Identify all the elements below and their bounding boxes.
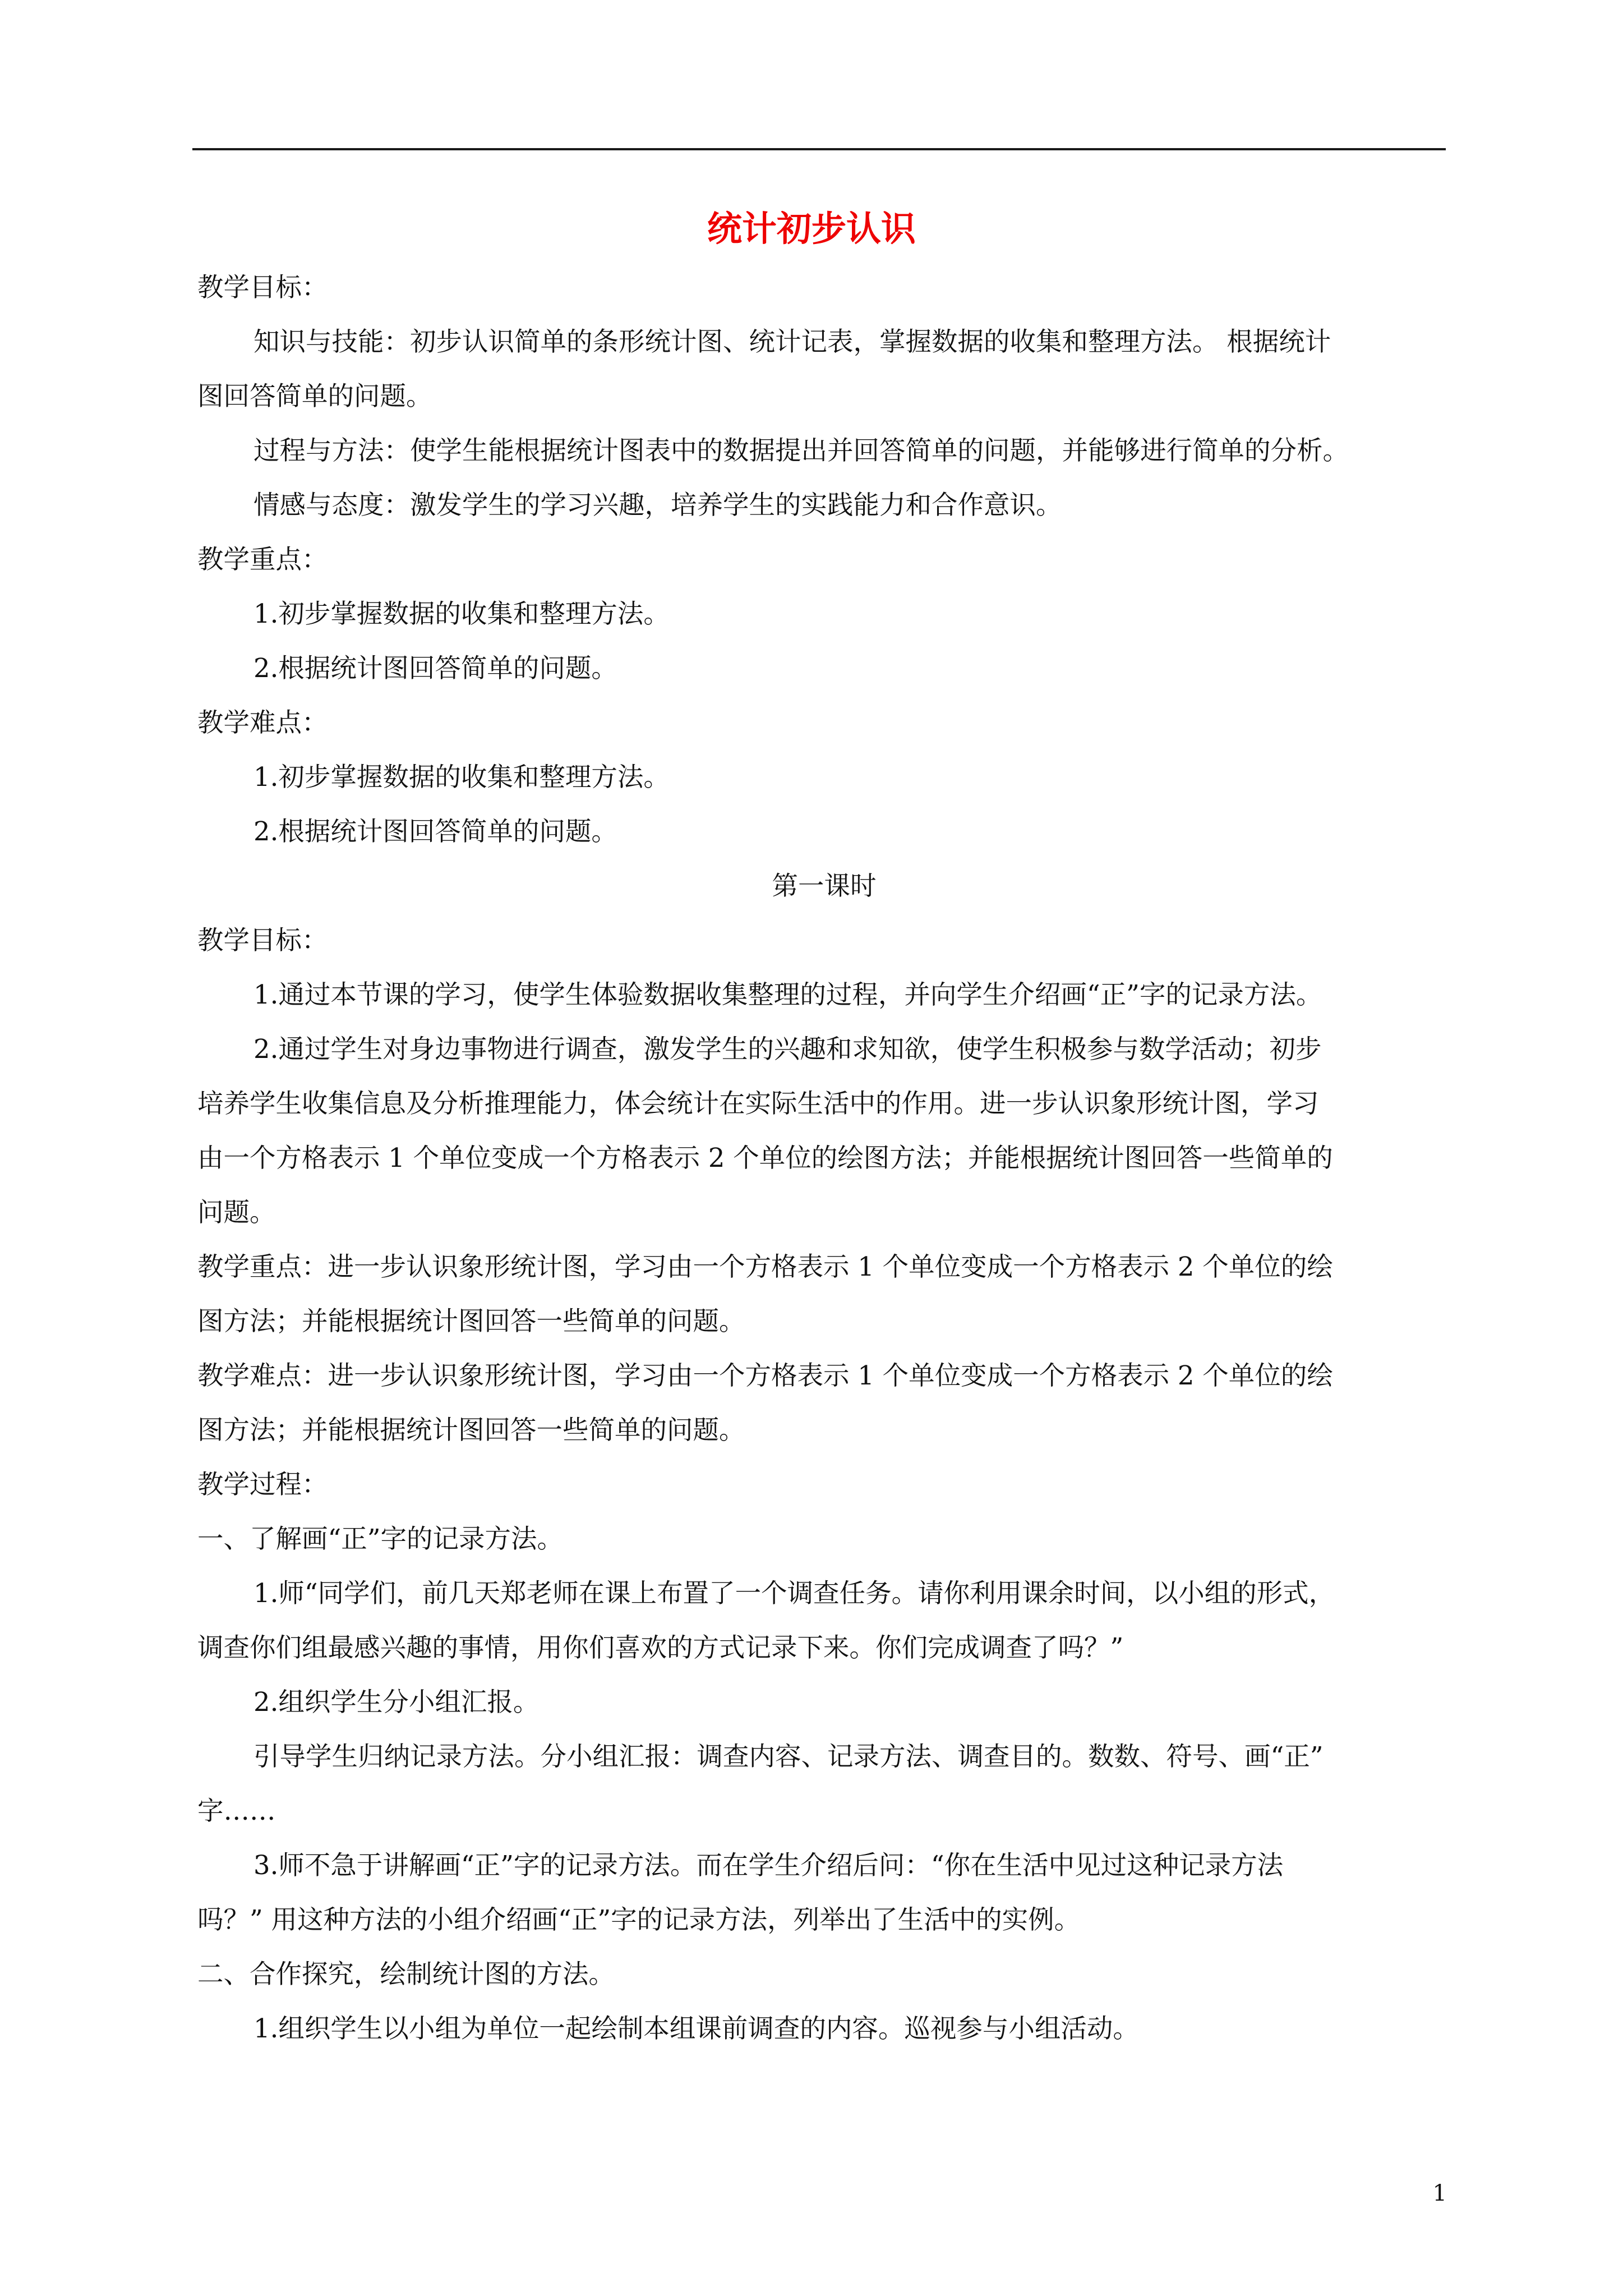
text-line: 知识与技能：初步认识简单的条形统计图、统计记表，掌握数据的收集和整理方法。 根据统计: [253, 326, 1331, 357]
text-line: 2.根据统计图回答简单的问题。: [253, 816, 617, 846]
text-line: 图方法；并能根据统计图回答一些简单的问题。: [197, 1415, 745, 1445]
text-line: 一、了解画“正”字的记录方法。: [197, 1524, 564, 1554]
page-title: 统计初步认识: [707, 208, 916, 249]
page-number: 1: [1432, 2180, 1447, 2206]
text-line: 图回答简单的问题。: [197, 381, 432, 411]
text-line: 2.根据统计图回答简单的问题。: [253, 653, 617, 683]
text-line: 图方法；并能根据统计图回答一些简单的问题。: [197, 1306, 745, 1336]
text-line: 教学过程：: [197, 1469, 328, 1499]
text-line: 过程与方法：使学生能根据统计图表中的数据提出并回答简单的问题，并能够进行简单的分析。: [253, 435, 1349, 466]
text-line: 1.组织学生以小组为单位一起绘制本组课前调查的内容。巡视参与小组活动。: [253, 2013, 1139, 2044]
text-line: 1.初步掌握数据的收集和整理方法。: [253, 762, 670, 792]
text-line: 教学难点：: [197, 707, 328, 738]
text-line: 1.初步掌握数据的收集和整理方法。: [253, 599, 670, 629]
section-heading: 第一课时: [772, 871, 877, 901]
text-line: 培养学生收集信息及分析推理能力，体会统计在实际生活中的作用。进一步认识象形统计图，学习: [197, 1088, 1319, 1119]
text-line: 问题。: [197, 1197, 276, 1227]
text-line: 由一个方格表示 1 个单位变成一个方格表示 2 个单位的绘图方法；并能根据统计图回答一些简单的: [197, 1143, 1333, 1173]
text-line: 教学目标：: [197, 272, 328, 302]
text-line: 情感与态度：激发学生的学习兴趣，培养学生的实践能力和合作意识。: [253, 490, 1062, 520]
text-line: 1.师“同学们，前几天郑老师在课上布置了一个调查任务。请你利用课余时间，以小组的形式，: [253, 1578, 1335, 1608]
header-rule: [192, 148, 1446, 150]
text-line: 二、合作探究，绘制统计图的方法。: [197, 1959, 615, 1989]
text-line: 教学重点：进一步认识象形统计图，学习由一个方格表示 1 个单位变成一个方格表示 2 个单位的绘: [197, 1251, 1333, 1282]
text-line: 引导学生归纳记录方法。分小组汇报：调查内容、记录方法、调查目的。数数、符号、画“正”: [253, 1741, 1324, 1772]
text-line: 字……: [197, 1796, 276, 1826]
text-line: 3.师不急于讲解画“正”字的记录方法。而在学生介绍后问：“你在生活中见过这种记录方法: [253, 1850, 1284, 1880]
text-line: 调查你们组最感兴趣的事情，用你们喜欢的方式记录下来。你们完成调查了吗？”: [197, 1632, 1124, 1663]
text-line: 2.通过学生对身边事物进行调查，激发学生的兴趣和求知欲，使学生积极参与数学活动；初步: [253, 1034, 1322, 1064]
text-line: 吗？” 用这种方法的小组介绍画“正”字的记录方法，列举出了生活中的实例。: [197, 1904, 1081, 1935]
text-line: 教学难点：进一步认识象形统计图，学习由一个方格表示 1 个单位变成一个方格表示 2 个单位的绘: [197, 1360, 1333, 1391]
text-line: 教学目标：: [197, 925, 328, 955]
text-line: 2.组织学生分小组汇报。: [253, 1687, 540, 1717]
text-line: 1.通过本节课的学习，使学生体验数据收集整理的过程，并向学生介绍画“正”字的记录方法。: [253, 979, 1322, 1010]
text-line: 教学重点：: [197, 544, 328, 574]
document-body: [197, 260, 1451, 2056]
